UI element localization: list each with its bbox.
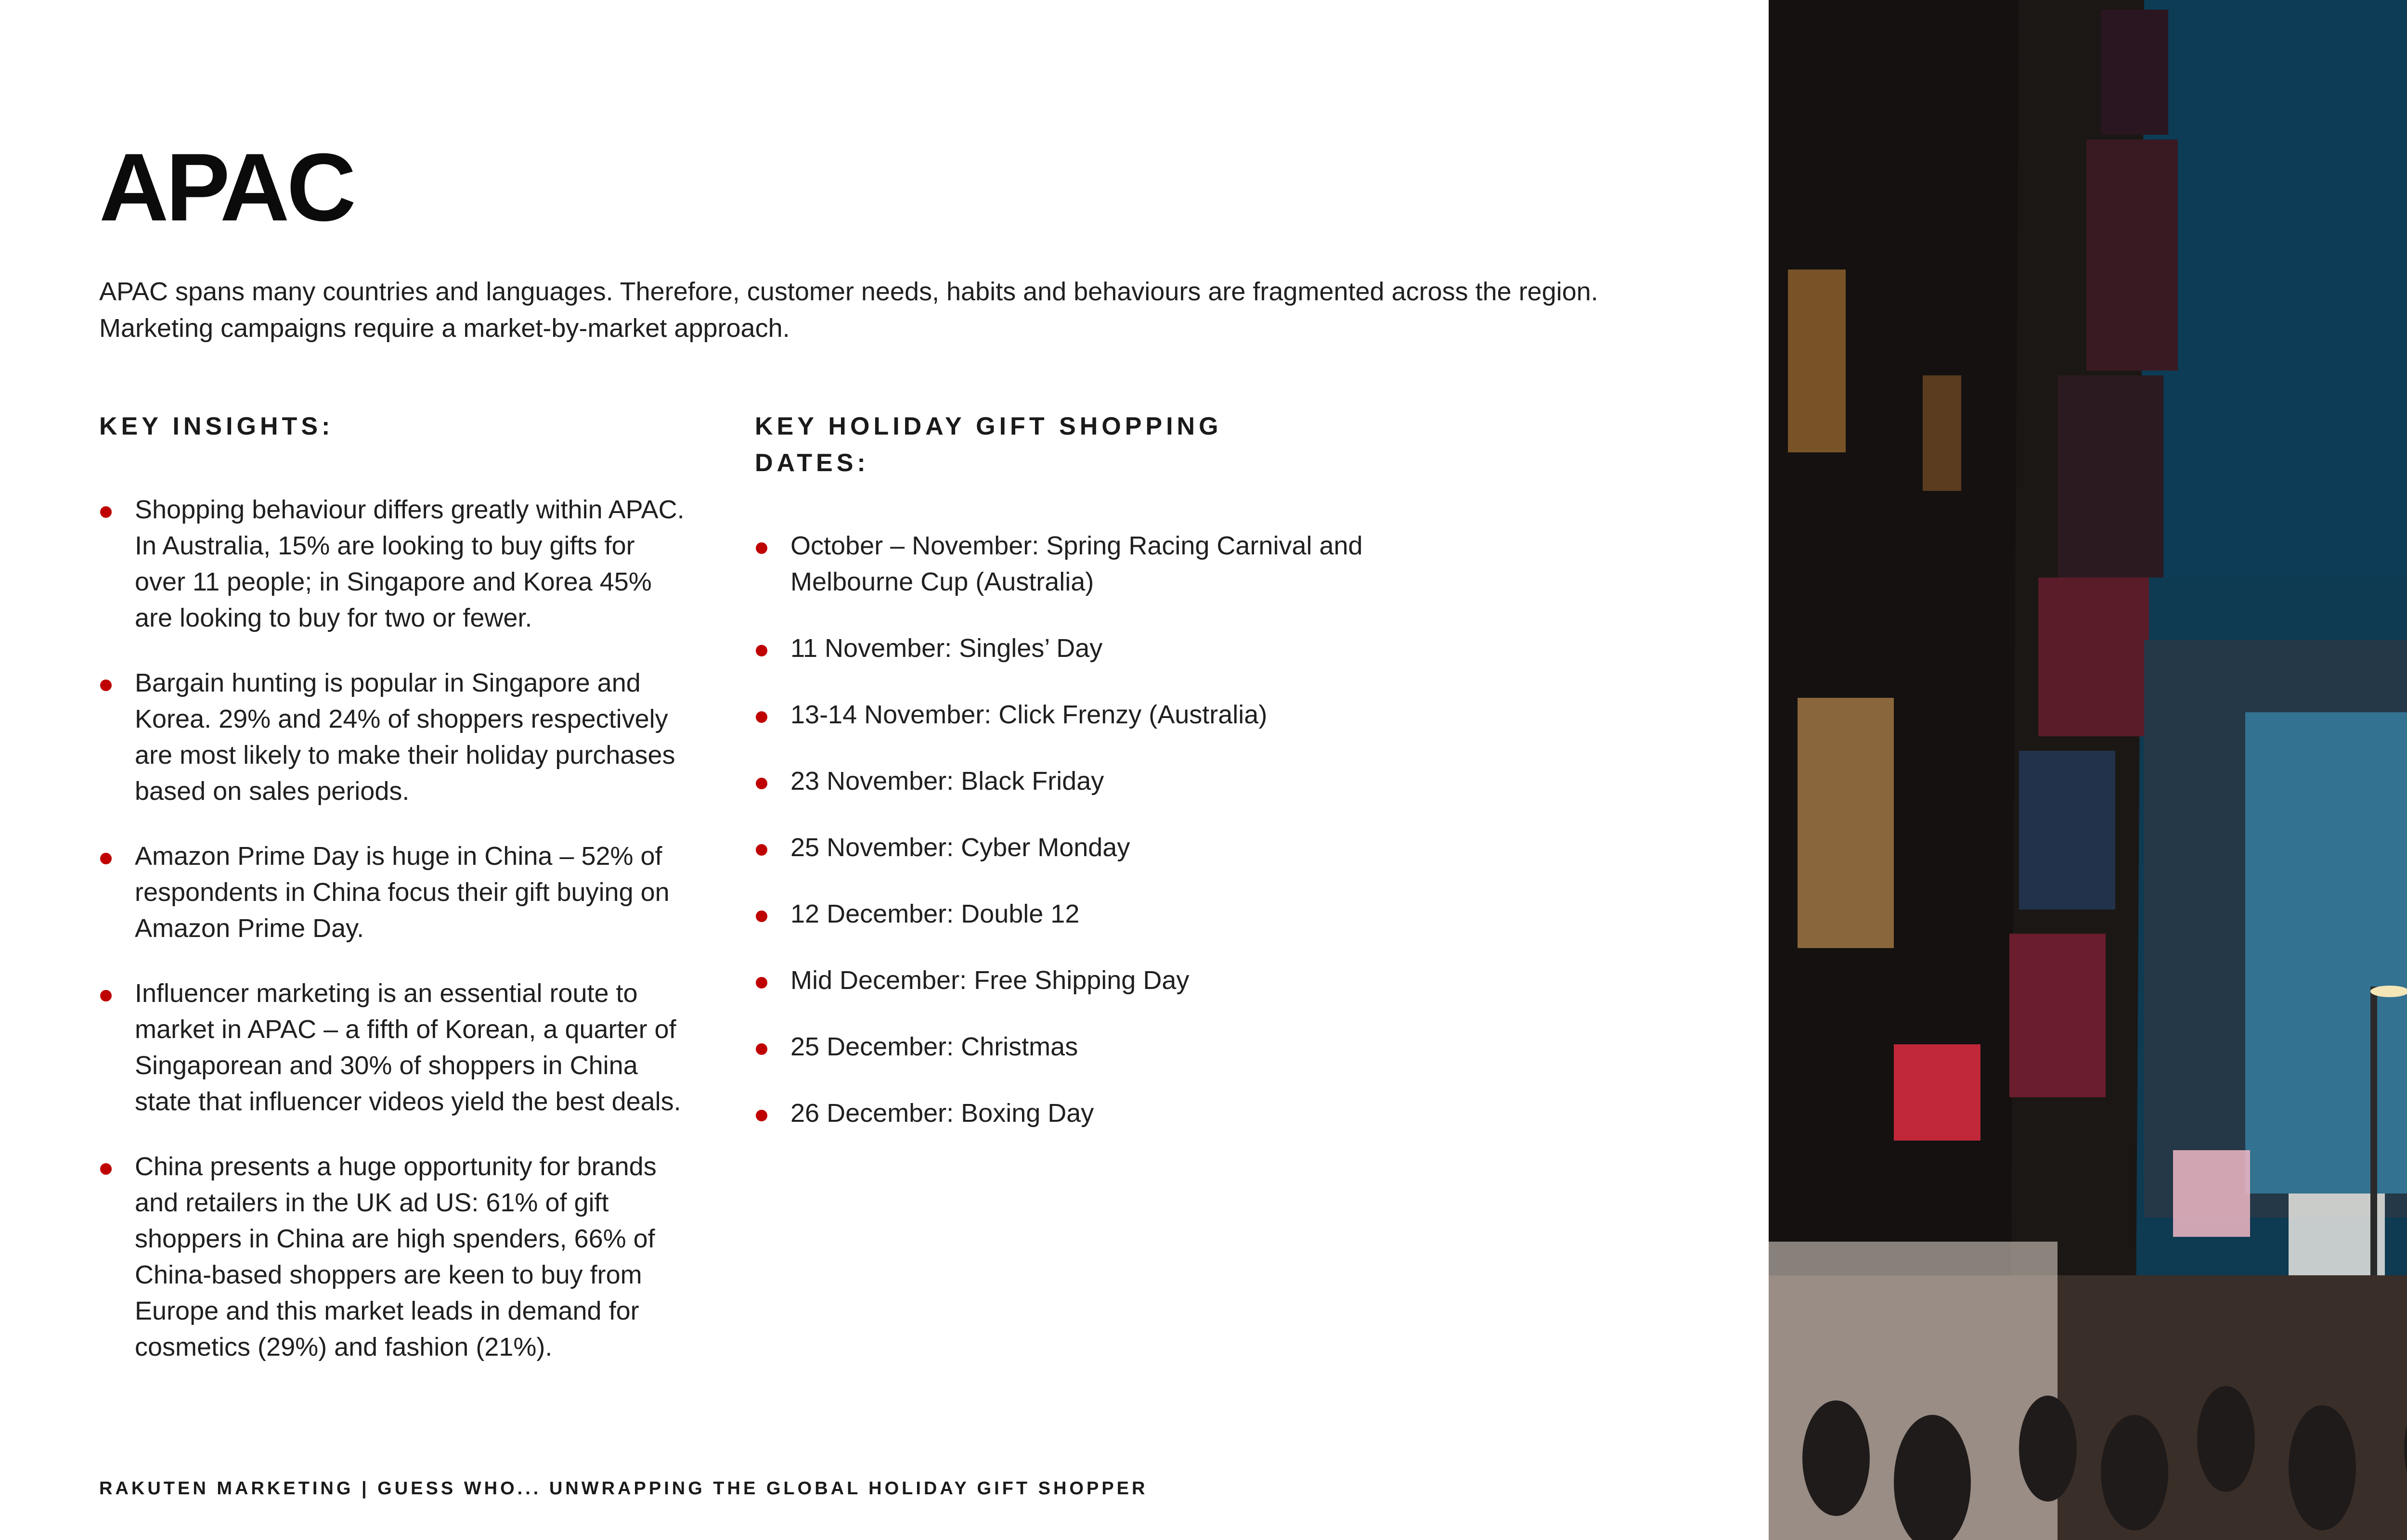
intro-paragraph: APAC spans many countries and languages. Therefore, customer needs, habits and behaviours are fragmented across the region. Marketing campaigns require a market-by-market approach. (99, 277, 1598, 343)
page-title: APAC (99, 134, 353, 241)
list-item: 25 November: Cyber Monday (755, 830, 1381, 866)
bullet-icon (756, 711, 767, 723)
list-item: October – November: Spring Racing Carnival and Melbourne Cup (Australia) (755, 528, 1381, 600)
list-item: 11 November: Singles’ Day (755, 630, 1381, 667)
street-photo (1769, 0, 2407, 1540)
bullet-icon (756, 778, 767, 789)
list-item: 12 December: Double 12 (755, 896, 1381, 932)
list-item: 26 December: Boxing Day (755, 1095, 1381, 1131)
list-item: Bargain hunting is popular in Singapore and Korea. 29% and 24% of shoppers respectively are most likely to make their holiday purchases based on sales periods. (99, 665, 686, 809)
bullet-icon (756, 1043, 767, 1055)
bullet-icon (100, 853, 112, 864)
shopping-dates-heading: KEY HOLIDAY GIFT SHOPPING DATES: (755, 412, 1222, 477)
footer-text: RAKUTEN MARKETING | GUESS WHO... UNWRAPPING THE GLOBAL HOLIDAY GIFT SHOPPER (99, 1478, 1148, 1499)
list-item: Amazon Prime Day is huge in China – 52% of respondents in China focus their gift buying on Amazon Prime Day. (99, 838, 686, 947)
list-item: Mid December: Free Shipping Day (755, 962, 1381, 999)
key-insights-list (99, 492, 686, 1394)
bullet-icon (100, 990, 112, 1001)
bullet-icon (756, 542, 767, 554)
list-item: Shopping behaviour differs greatly within APAC. In Australia, 15% are looking to buy gifts for over 11 people; in Singapore and Korea 45% are looking to buy for two or fewer. (99, 492, 686, 636)
bullet-icon (100, 506, 112, 518)
bullet-icon (756, 911, 767, 922)
key-insights-heading: KEY INSIGHTS: (99, 412, 334, 440)
list-item: 23 November: Black Friday (755, 763, 1381, 799)
bullet-icon (756, 977, 767, 988)
bullet-icon (756, 844, 767, 856)
list-item: China presents a huge opportunity for brands and retailers in the UK ad US: 61% of gift shoppers in China are high spenders, 66% of China-based shoppers are keen to buy from Europe and this market leads in demand for cosmetics (29%) and fashion (21%). (99, 1149, 686, 1365)
bullet-icon (756, 645, 767, 656)
list-item: 25 December: Christmas (755, 1029, 1381, 1065)
shopping-dates-list (755, 528, 1381, 1162)
bullet-icon (100, 680, 112, 691)
list-item: 13-14 November: Click Frenzy (Australia) (755, 697, 1381, 733)
bullet-icon (756, 1110, 767, 1121)
list-item: Influencer marketing is an essential route to market in APAC – a fifth of Korean, a quarter of Singaporean and 30% of shoppers in China state that influencer videos yield the best deals. (99, 975, 686, 1120)
bullet-icon (100, 1163, 112, 1175)
street-scene-illustration (1769, 0, 2407, 1540)
